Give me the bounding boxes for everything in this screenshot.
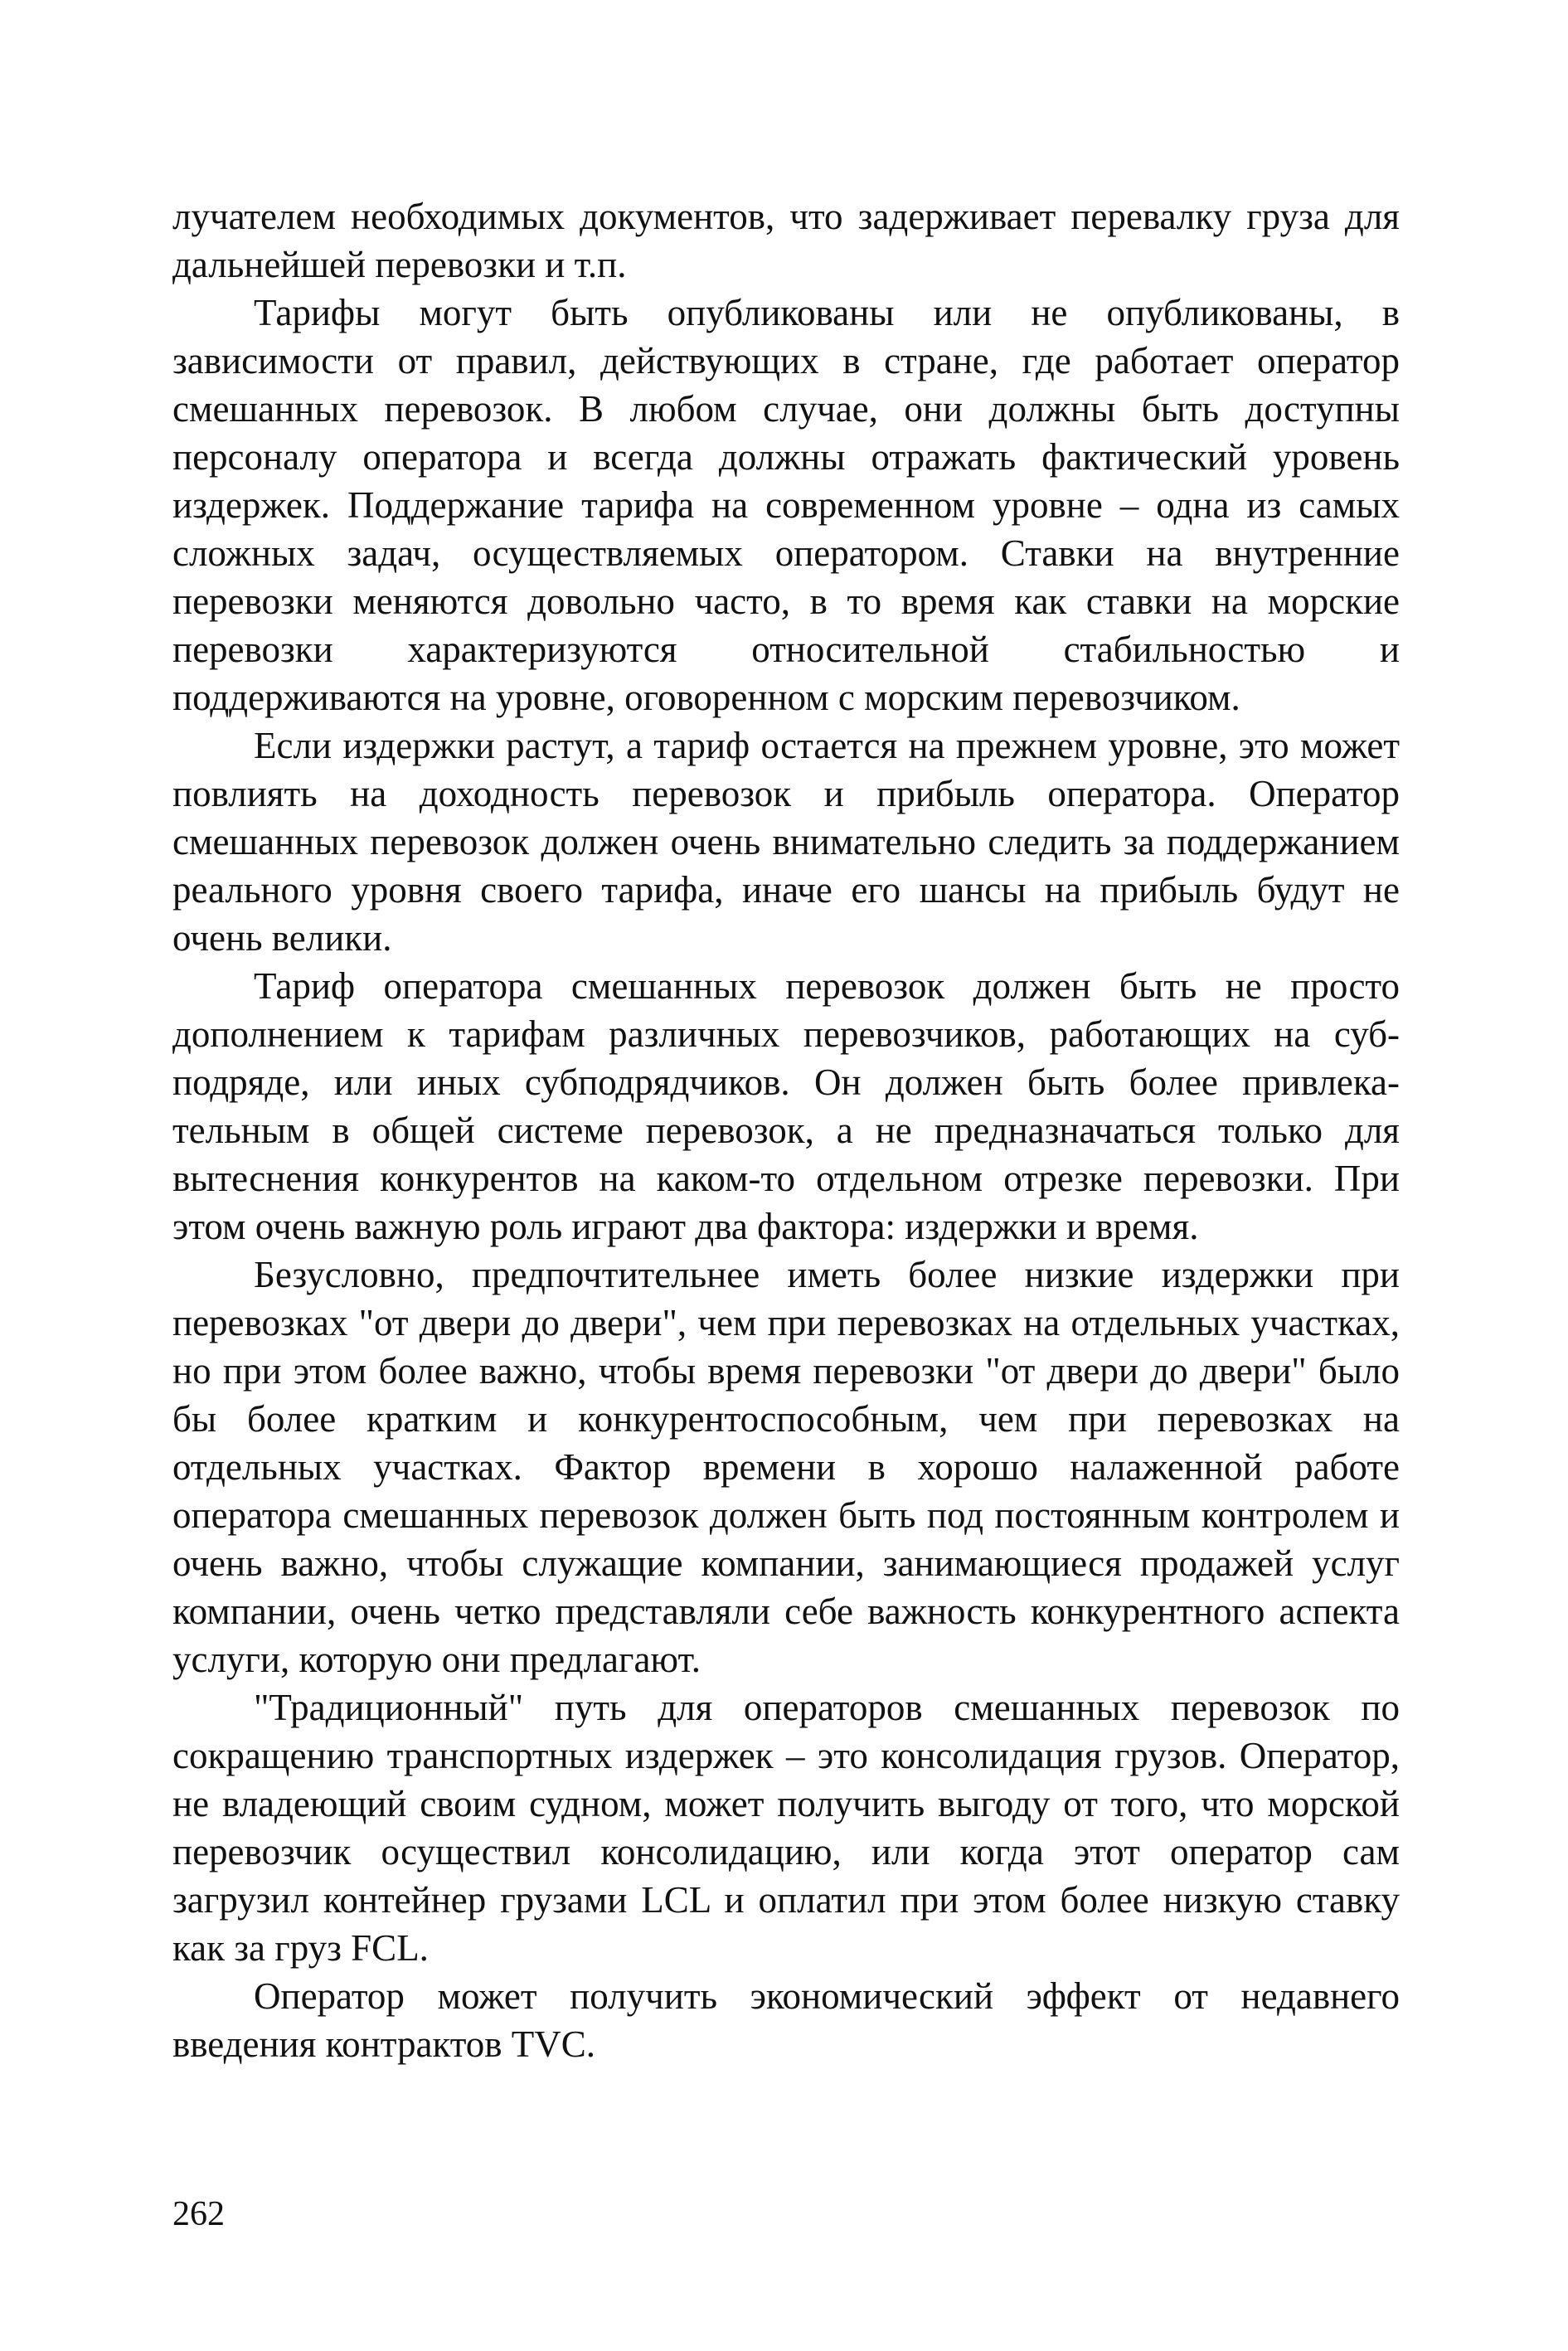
paragraph-continuation: лучателем необходимых документов, что задерживает перевалку груза для дальнейшей перевозки и т.п. bbox=[172, 196, 1400, 285]
paragraph-consolidation: "Традиционный" путь для операторов смешанных перевозок по сокращению транспортных издержек – это консолидация грузов. Оператор, не владеющий своим судном, может получить выгоду от того, что морской перевозчик осуществил консолидацию, или когда этот оператор сам загрузил контейнер грузами LCL и оплатил при этом более низкую ставку как за груз FCL. bbox=[172, 1687, 1400, 1969]
page-body bbox=[172, 192, 1400, 2068]
paragraph-tvc-contracts: Оператор может получить экономический эффект от недавнего введения контрактов TVC. bbox=[172, 1975, 1400, 2065]
paragraph-tariffs-publication: Тарифы могут быть опубликованы или не опубликованы, в зависимости от правил, действующих в стране, где работает оператор смешанных перевозок. В любом случае, они должны быть доступны персоналу оператора и всегда должны отражать фактический уровень издержек. Поддержание тарифа на современном уровне – одна из самых сложных задач, осуществляемых оператором. Ставки на внутренние перевозки меняются довольно часто, в то время как ставки на морские перевозки характеризуются относительной стабильностью и поддерживаются на уровне, оговоренном с морским перевозчиком. bbox=[172, 292, 1400, 718]
paragraph-costs-growth: Если издержки растут, а тариф остается на прежнем уровне, это может повлиять на доходность перевозок и прибыль оператора. Оператор смешанных перевозок должен очень внимательно следить за поддержанием реального уровня своего тарифа, иначе его шансы на прибыль будут не очень велики. bbox=[172, 725, 1400, 959]
page-number: 262 bbox=[172, 2195, 225, 2233]
paragraph-door-to-door: Безусловно, предпочтительнее иметь более низкие издержки при перевозках "от двери до двери", чем при перевозках на отдельных участках, но при этом более важно, чтобы время перевозки "от двери до двери" было бы более кратким и конкурентоспособным, чем при перевозках на отдельных участках. Фактор времени в хорошо налаженной работе оператора смешанных перевозок должен быть под постоянным контролем и очень важно, чтобы служащие компании, занимающиеся продажей услуг компании, очень четко представляли себе важность конкурентного аспекта услуги, которую они предлагают. bbox=[172, 1254, 1400, 1680]
paragraph-tariff-attractiveness: Тариф оператора смешанных перевозок должен быть не просто дополнением к тарифам различных перевозчиков, работающих на суб-подряде, или иных субподрядчиков. Он должен быть более привлека-тельным в общей системе перевозок, а не предназначаться только для вытеснения конкурентов на каком-то отдельном отрезке перевозки. При этом очень важную роль играют два фактора: издержки и время. bbox=[172, 965, 1400, 1247]
